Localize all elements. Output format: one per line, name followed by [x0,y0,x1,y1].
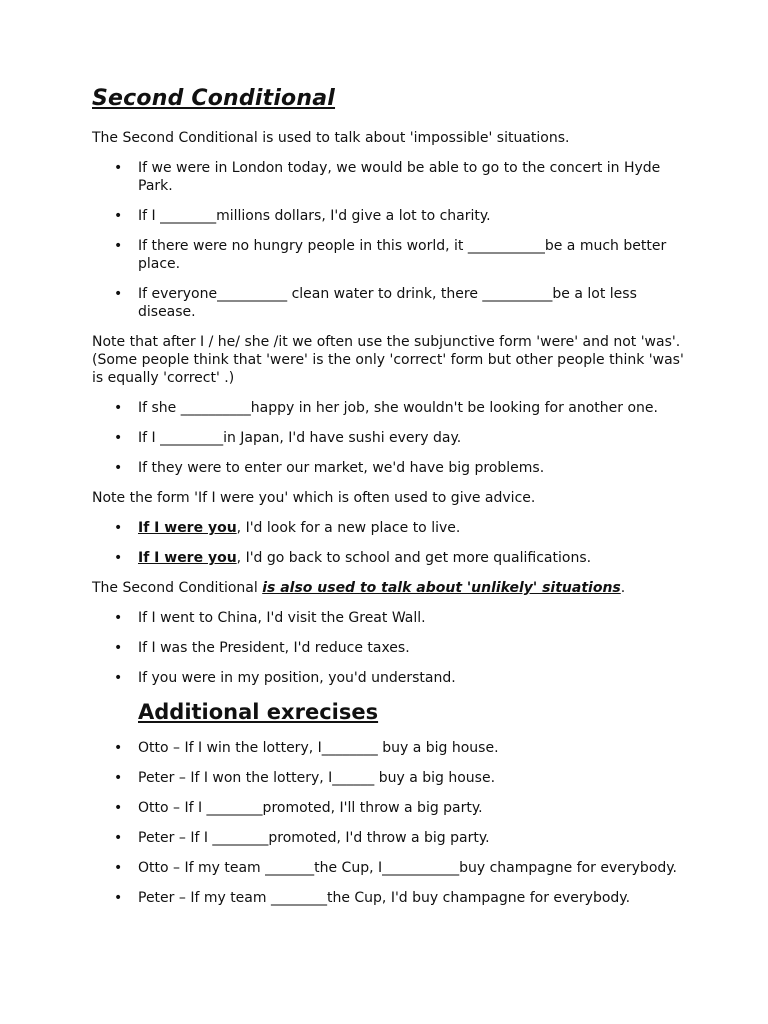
list-item: • Peter – If I won the lottery, I______ buy a big house. [92,769,692,787]
subjunctive-note: Note that after I / he/ she /it we often use the subjunctive form 'were' and not 'was'. (Some people think that 'were' is the only 'correct' form but other people think 'was' is equally 'correct' .) [92,334,684,386]
list-item [92,519,692,537]
list-item: • If you were in my position, you'd understand. [92,669,692,687]
advice-note: Note the form 'If I were you' which is often used to give advice. [92,490,536,506]
advice-rest: , I'd go back to school and get more qualifications. [236,550,592,566]
unlikely-examples-list [92,609,692,687]
advice-phrase: If I were you [138,520,237,536]
list-item: • If I went to China, I'd visit the Great Wall. [92,609,692,627]
advice-phrase: If I were you [138,550,237,566]
list-item: • If she __________happy in her job, she wouldn't be looking for another one. [92,399,692,417]
unlikely-paragraph [92,579,692,597]
advice-examples-list [92,519,692,567]
page-title: Second Conditional [92,86,336,111]
list-item: • If I was the President, I'd reduce taxes. [92,639,692,657]
list-item: • If everyone__________ clean water to drink, there __________be a lot less disease. [92,285,692,321]
impossible-examples-list [92,159,692,321]
list-item: • If I _________in Japan, I'd have sushi every day. [92,429,692,447]
list-item: • If they were to enter our market, we'd have big problems. [92,459,692,477]
list-item [92,549,692,567]
unlikely-lead: The Second Conditional [92,580,263,596]
document-page [92,86,692,919]
exercises-list [92,739,692,907]
list-item: • Peter – If I ________promoted, I'd throw a big party. [92,829,692,847]
section-heading: Additional exrecises [138,700,379,724]
list-item: • Otto – If I win the lottery, I________ buy a big house. [92,739,692,757]
list-item: • Otto – If I ________promoted, I'll throw a big party. [92,799,692,817]
unlikely-emphasis: is also used to talk about 'unlikely' situations [262,580,621,596]
list-item: • Peter – If my team ________the Cup, I'd buy champagne for everybody. [92,889,692,907]
list-item: • If there were no hungry people in this world, it ___________be a much better place. [92,237,692,273]
list-item: • If we were in London today, we would be able to go to the concert in Hyde Park. [92,159,692,195]
intro-paragraph: The Second Conditional is used to talk about 'impossible' situations. [92,130,570,146]
subjunctive-examples-list [92,399,692,477]
unlikely-tail: . [620,580,626,596]
list-item: • Otto – If my team _______the Cup, I___________buy champagne for everybody. [92,859,692,877]
advice-rest: , I'd look for a new place to live. [236,520,461,536]
list-item: • If I ________millions dollars, I'd give a lot to charity. [92,207,692,225]
